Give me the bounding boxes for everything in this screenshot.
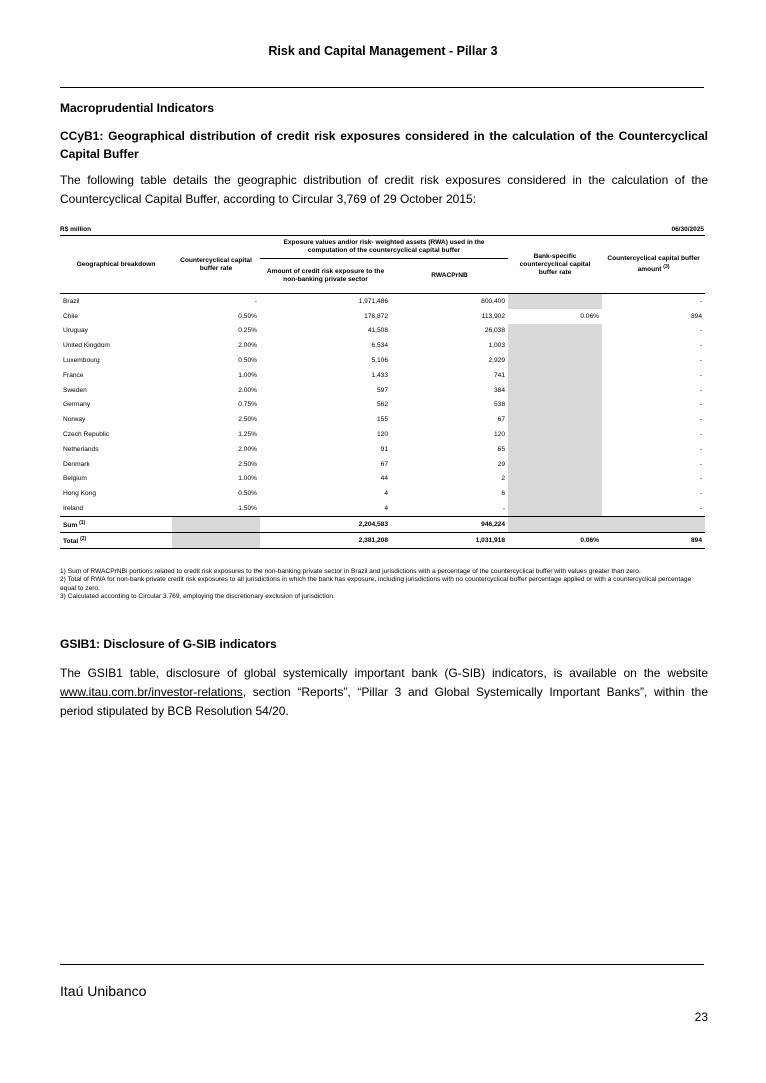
gsib1-paragraph: The GSIB1 table, disclosure of global systemically important bank (G-SIB) indicators, is available on the website www.itau.com.br/investor-relations, section “Reports”, “Pillar 3 and Global Systemically Important Banks”, within the period stipulated by BCB Resolution 54/20. <box>60 666 708 718</box>
cell-total-amount: 2,381,208 <box>358 536 388 544</box>
table-row <box>60 501 705 516</box>
cell-buffer: - <box>699 342 703 350</box>
cell-bank-rate <box>508 353 602 368</box>
header-bank-rate: Bank-specific countercyclical capital buffer rate <box>508 236 602 294</box>
table-row <box>60 472 705 487</box>
cell-bank-rate <box>508 294 602 309</box>
cell-rate: 0.50% <box>238 490 257 498</box>
footer-rule <box>60 964 704 965</box>
cell-amount: 5,106 <box>371 357 388 365</box>
table-row <box>60 294 705 309</box>
cell-bank-rate <box>508 398 602 413</box>
cell-rate: 1.00% <box>238 371 257 379</box>
cell-rate: 2.00% <box>238 386 257 394</box>
cell-buffer: - <box>699 297 703 305</box>
cell-rwa: 113,902 <box>481 312 506 320</box>
table-row <box>60 324 705 339</box>
cell-buffer: - <box>699 386 703 394</box>
cell-country: Denmark <box>63 460 90 468</box>
cell-buffer: - <box>699 460 703 468</box>
footer-company: Itaú Unibanco <box>60 983 147 999</box>
cell-rwa: 29 <box>497 460 506 468</box>
cell-country: Chile <box>63 312 79 320</box>
ccyb1-heading: CCyB1: Geographical distribution of credit risk exposures considered in the calculation of the Countercyclical Capital Buffer <box>60 129 708 161</box>
table-row <box>60 427 705 442</box>
table-row <box>60 412 705 427</box>
cell-total-buffer: 894 <box>691 536 703 544</box>
cell-country: Hong Kong <box>63 490 96 498</box>
cell-sum-bank-rate <box>508 516 602 532</box>
cell-country: Czech Republic <box>63 431 110 439</box>
intro-paragraph: The following table details the geographic distribution of credit risk exposures considered in the calculation of the Countercyclical Capital Buffer, according to Circular 3,769 of 29 October 2015: <box>60 173 708 206</box>
table-row <box>60 457 705 472</box>
cell-sum-buffer <box>602 516 705 532</box>
cell-amount: 1,971,486 <box>358 297 388 305</box>
cell-bank-rate <box>508 324 602 339</box>
sum-row <box>60 516 705 532</box>
header-rule <box>60 87 704 88</box>
cell-total-rate <box>172 532 260 548</box>
cell-rate: 2.00% <box>238 445 257 453</box>
cell-rate: 0.75% <box>238 401 257 409</box>
table-row <box>60 398 705 413</box>
table-row <box>60 309 705 324</box>
cell-amount: 4 <box>384 505 388 513</box>
cell-bank-rate <box>508 338 602 353</box>
table-row <box>60 338 705 353</box>
cell-buffer: - <box>699 416 703 424</box>
table-row <box>60 442 705 457</box>
cell-rwa: 741 <box>494 371 506 379</box>
cell-rwa: 538 <box>494 401 506 409</box>
cell-country: United Kingdom <box>63 342 110 350</box>
cell-bank-rate <box>508 368 602 383</box>
cell-country: Germany <box>63 401 91 409</box>
cell-rwa: 384 <box>494 386 506 394</box>
table-row <box>60 486 705 501</box>
cell-bank-rate <box>508 457 602 472</box>
cell-buffer: - <box>699 401 703 409</box>
cell-sum-rwa: 946,224 <box>481 520 506 528</box>
cell-country: France <box>63 371 84 379</box>
cell-amount: 91 <box>380 445 388 453</box>
cell-bank-rate <box>508 442 602 457</box>
cell-sum-label: Sum $^{(1)}$ <box>63 519 86 529</box>
page-header-title: Risk and Capital Management - Pillar 3 <box>268 44 498 58</box>
cell-total-label: Total $^{(2)}$ <box>63 535 87 545</box>
cell-amount: 4 <box>384 490 388 498</box>
cell-country: Uruguay <box>63 327 88 335</box>
cell-rate: 2.50% <box>238 460 257 468</box>
cell-rwa: 2,929 <box>488 357 506 365</box>
gsib1-heading: GSIB1: Disclosure of G-SIB indicators <box>60 637 277 651</box>
cell-bank-rate: 0.06% <box>580 312 600 320</box>
table-row <box>60 353 705 368</box>
cell-amount: 120 <box>376 431 388 439</box>
cell-buffer: - <box>699 475 703 483</box>
table-row <box>60 368 705 383</box>
cell-bank-rate <box>508 427 602 442</box>
cell-total-bank-rate: 0.06% <box>580 536 600 544</box>
cell-buffer: - <box>699 327 703 335</box>
header-exposure-group: Exposure values and/or risk- weighted assets (RWA) used in the computation of the countercyclical capital buffer <box>260 236 508 259</box>
cell-country: Belgium <box>63 475 87 483</box>
macroprudential-heading: Macroprudential Indicators <box>60 101 215 115</box>
total-row <box>60 532 705 548</box>
header-rwa: RWACPrNB <box>391 259 508 294</box>
cell-amount: 67 <box>380 460 388 468</box>
cell-bank-rate <box>508 486 602 501</box>
table-unit-label: R$ million <box>60 226 92 233</box>
cell-country: Sweden <box>63 386 87 394</box>
note-2: 2) Total of RWA for non-bank private credit risk exposures to all jurisdictions in which the bank has exposure, including jurisdictions with no countercyclical buffer percentage applied or with a countercyclical percentage equal to zero. <box>60 576 692 592</box>
table-notes <box>60 568 705 602</box>
cell-bank-rate <box>508 412 602 427</box>
cell-sum-amount: 2,204,583 <box>358 520 388 528</box>
cell-rwa: 65 <box>497 445 506 453</box>
cell-rwa: 67 <box>497 416 506 424</box>
ccyb1-table <box>60 235 705 549</box>
table-row <box>60 383 705 398</box>
cell-amount: 562 <box>376 401 388 409</box>
cell-total-rwa: 1,031,918 <box>475 536 506 544</box>
cell-rate: 1.50% <box>238 505 257 513</box>
cell-rate: 0.50% <box>238 312 257 320</box>
page-number: 23 <box>694 1010 708 1024</box>
cell-amount: 41,508 <box>367 327 388 335</box>
note-3: 3) Calculated according to Circular 3.769, employing the discretionary exclusion of jurisdiction. <box>60 593 335 601</box>
cell-amount: 44 <box>380 475 388 483</box>
note-1: 1) Sum of RWACPrNBi portions related to credit risk exposures to the non-banking private sector in Brazil and jurisdictions with a percentage of the countercyclical buffer with values greater than zero. <box>60 568 641 575</box>
cell-rwa: 120 <box>494 431 506 439</box>
cell-amount: 1,433 <box>371 371 388 379</box>
cell-rate: 2.00% <box>238 342 257 350</box>
cell-rate: 2.50% <box>238 416 257 424</box>
cell-bank-rate <box>508 472 602 487</box>
table-date-label: 06/30/2025 <box>671 226 704 233</box>
cell-amount: 597 <box>376 386 388 394</box>
cell-amount: 155 <box>376 416 388 424</box>
header-amount: Amount of credit risk exposure to the non-banking private sector <box>260 259 391 294</box>
header-buffer-amount: Countercyclical capital buffer amount $^{(3)}$ <box>602 236 705 294</box>
cell-rwa: 2 <box>501 475 506 483</box>
cell-rwa: 26,038 <box>484 327 506 335</box>
cell-country: Brazil <box>63 297 80 305</box>
cell-rwa: 6 <box>501 490 506 498</box>
cell-buffer: - <box>699 505 703 513</box>
cell-rate: - <box>254 297 257 305</box>
cell-country: Luxembourg <box>63 357 100 365</box>
cell-buffer: - <box>699 431 703 439</box>
cell-rate: 1.00% <box>238 475 257 483</box>
cell-buffer: 894 <box>691 312 703 320</box>
cell-amount: 6,534 <box>371 342 388 350</box>
cell-rate: 0.50% <box>238 357 257 365</box>
cell-rwa: - <box>502 505 506 513</box>
cell-country: Netherlands <box>63 445 99 453</box>
cell-rwa: 800,400 <box>481 297 506 305</box>
header-rate: Countercyclical capital buffer rate <box>172 236 260 294</box>
cell-buffer: - <box>699 490 703 498</box>
cell-bank-rate <box>508 383 602 398</box>
cell-country: Ireland <box>63 505 84 513</box>
cell-bank-rate <box>508 501 602 516</box>
cell-rwa: 1,003 <box>488 342 506 350</box>
cell-amount: 176,872 <box>364 312 388 320</box>
cell-buffer: - <box>699 371 703 379</box>
cell-buffer: - <box>699 445 703 453</box>
cell-rate: 1.25% <box>238 431 257 439</box>
cell-rate: 0.25% <box>238 327 257 335</box>
header-geo: Geographical breakdown <box>60 236 172 294</box>
cell-buffer: - <box>699 357 703 365</box>
cell-sum-rate <box>172 516 260 532</box>
investor-relations-link[interactable]: www.itau.com.br/investor-relations <box>60 685 243 699</box>
cell-country: Norway <box>63 416 86 424</box>
